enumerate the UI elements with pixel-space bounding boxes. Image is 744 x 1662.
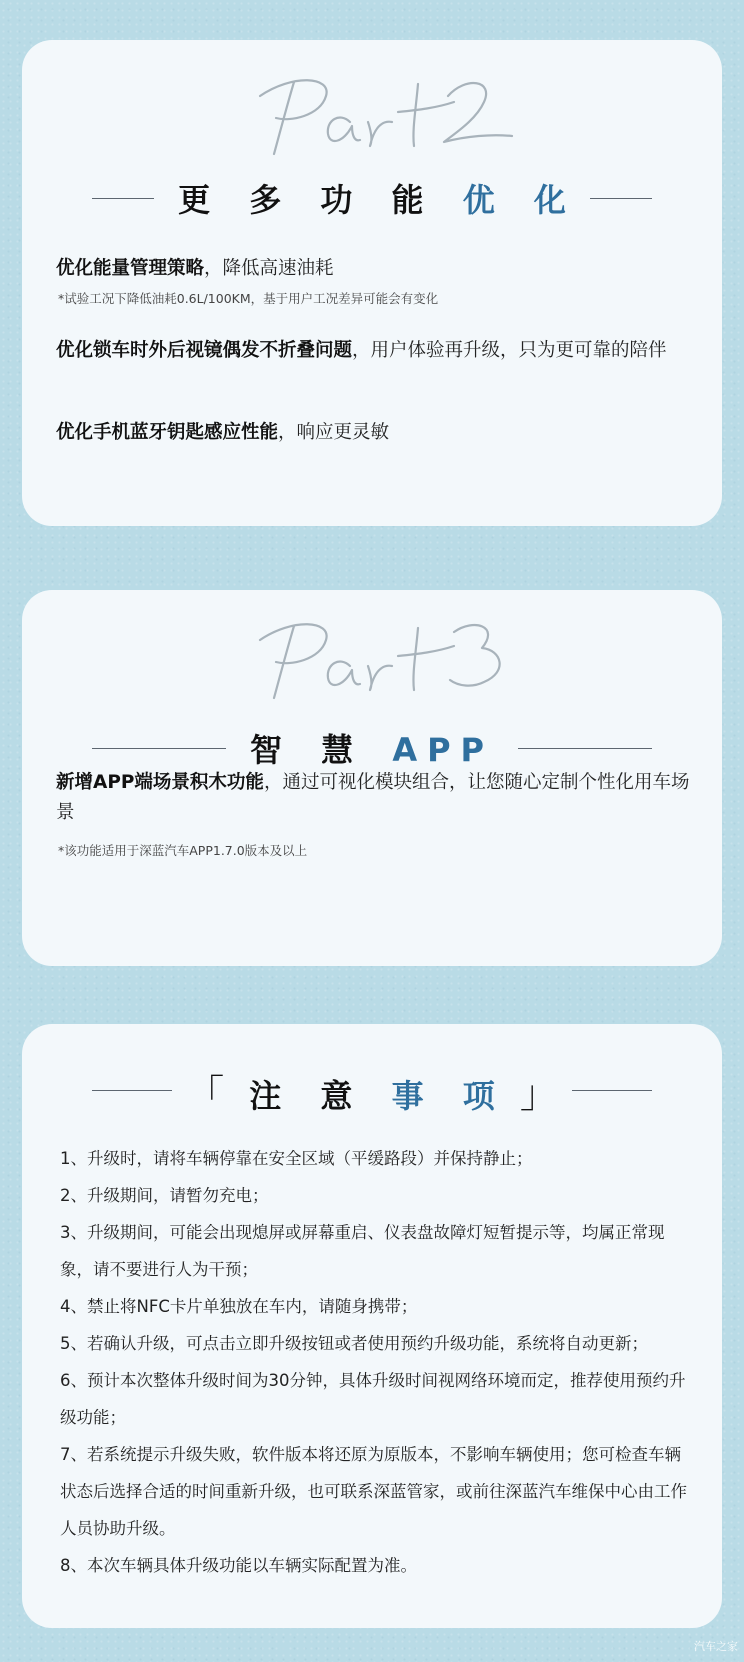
notice-heading-row: [92, 1068, 652, 1116]
heading-rule-right: [572, 1090, 652, 1091]
part2-item-2-rest: ，用户体验再升级，只为更可靠的陪伴: [352, 340, 667, 361]
part3-item-1-bold: 新增APP端场景积木功能: [56, 772, 264, 793]
part2-item-1-note: *试验工况下降低油耗0.6L/100KM，基于用户工况差异可能会有变化: [58, 291, 439, 306]
part2-heading-plain: 更 多 功 能: [178, 181, 438, 219]
part2-heading-row: [92, 176, 652, 220]
list-item: 3、升级期间，可能会出现熄屏或屏幕重启、仪表盘故障灯短暂提示等，均属正常现象，请不要进行人为干预；: [60, 1223, 665, 1279]
part2-item-3-rest: ，响应更灵敏: [278, 422, 390, 443]
list-item: 1、升级时，请将车辆停靠在安全区域（平缓路段）并保持静止；: [60, 1149, 533, 1168]
heading-rule-left: [92, 198, 154, 199]
part2-heading-accent-a: 优: [462, 181, 509, 219]
heading-rule-right: [518, 748, 652, 749]
part3-card: [22, 590, 722, 966]
heading-rule-right: [590, 198, 652, 199]
part3-item-1: [56, 768, 696, 828]
part3-heading-accent: APP: [392, 731, 494, 769]
notice-heading-accent-a: 事: [391, 1076, 438, 1115]
part2-heading-accent-b: 化: [533, 181, 566, 219]
notice-bracket-right: 」: [519, 1071, 558, 1116]
notice-heading-accent-b: 项: [462, 1076, 495, 1115]
part3-script-logo: [222, 606, 522, 716]
part2-script-logo: [222, 62, 522, 172]
list-item: 4、禁止将NFC卡片单独放在车内，请随身携带；: [60, 1297, 418, 1316]
part3-item-1-rest: ，通过可视化模块组合，让您随心定制个性化用车场景: [56, 772, 690, 823]
list-item: 6、预计本次整体升级时间为30分钟，具体升级时间视网络环境而定，推荐使用预约升级功能；: [60, 1371, 686, 1427]
part2-item-1-rest: ，降低高速油耗: [204, 258, 334, 279]
list-item: 8、本次车辆具体升级功能以车辆实际配置为准。: [60, 1556, 417, 1575]
part3-heading-plain: 智 慧: [250, 731, 368, 769]
heading-rule-left: [92, 1090, 172, 1091]
heading-rule-left: [92, 748, 226, 749]
list-item: 7、若系统提示升级失败，软件版本将还原为原版本，不影响车辆使用；您可检查车辆状态后选择合适的时间重新升级，也可联系深蓝管家，或前往深蓝汽车维保中心由工作人员协助升级。: [60, 1445, 687, 1538]
list-item: 2、升级期间，请暂勿充电；: [60, 1186, 269, 1205]
part3-heading-row: [92, 726, 652, 770]
part2-card: [22, 40, 722, 526]
notice-list: [60, 1140, 694, 1584]
list-item: 5、若确认升级，可点击立即升级按钮或者使用预约升级功能，系统将自动更新；: [60, 1334, 648, 1353]
notice-heading-plain: 注 意: [249, 1076, 367, 1115]
notice-bracket-left: 「: [186, 1071, 225, 1116]
part2-item-3-bold: 优化手机蓝牙钥匙感应性能: [56, 422, 279, 443]
part2-item-3: [56, 418, 696, 448]
watermark: 汽车之家: [694, 1640, 738, 1653]
notice-heading: [172, 1063, 572, 1118]
part3-heading: [226, 725, 518, 771]
notice-card: [22, 1024, 722, 1628]
part2-heading: [154, 175, 590, 221]
part3-item-1-note: *该功能适用于深蓝汽车APP1.7.0版本及以上: [58, 843, 308, 858]
part2-item-1-bold: 优化能量管理策略: [56, 258, 205, 279]
part2-item-2: [56, 336, 696, 366]
part2-item-2-bold: 优化锁车时外后视镜偶发不折叠问题: [56, 340, 353, 361]
part2-item-1: [56, 254, 696, 284]
